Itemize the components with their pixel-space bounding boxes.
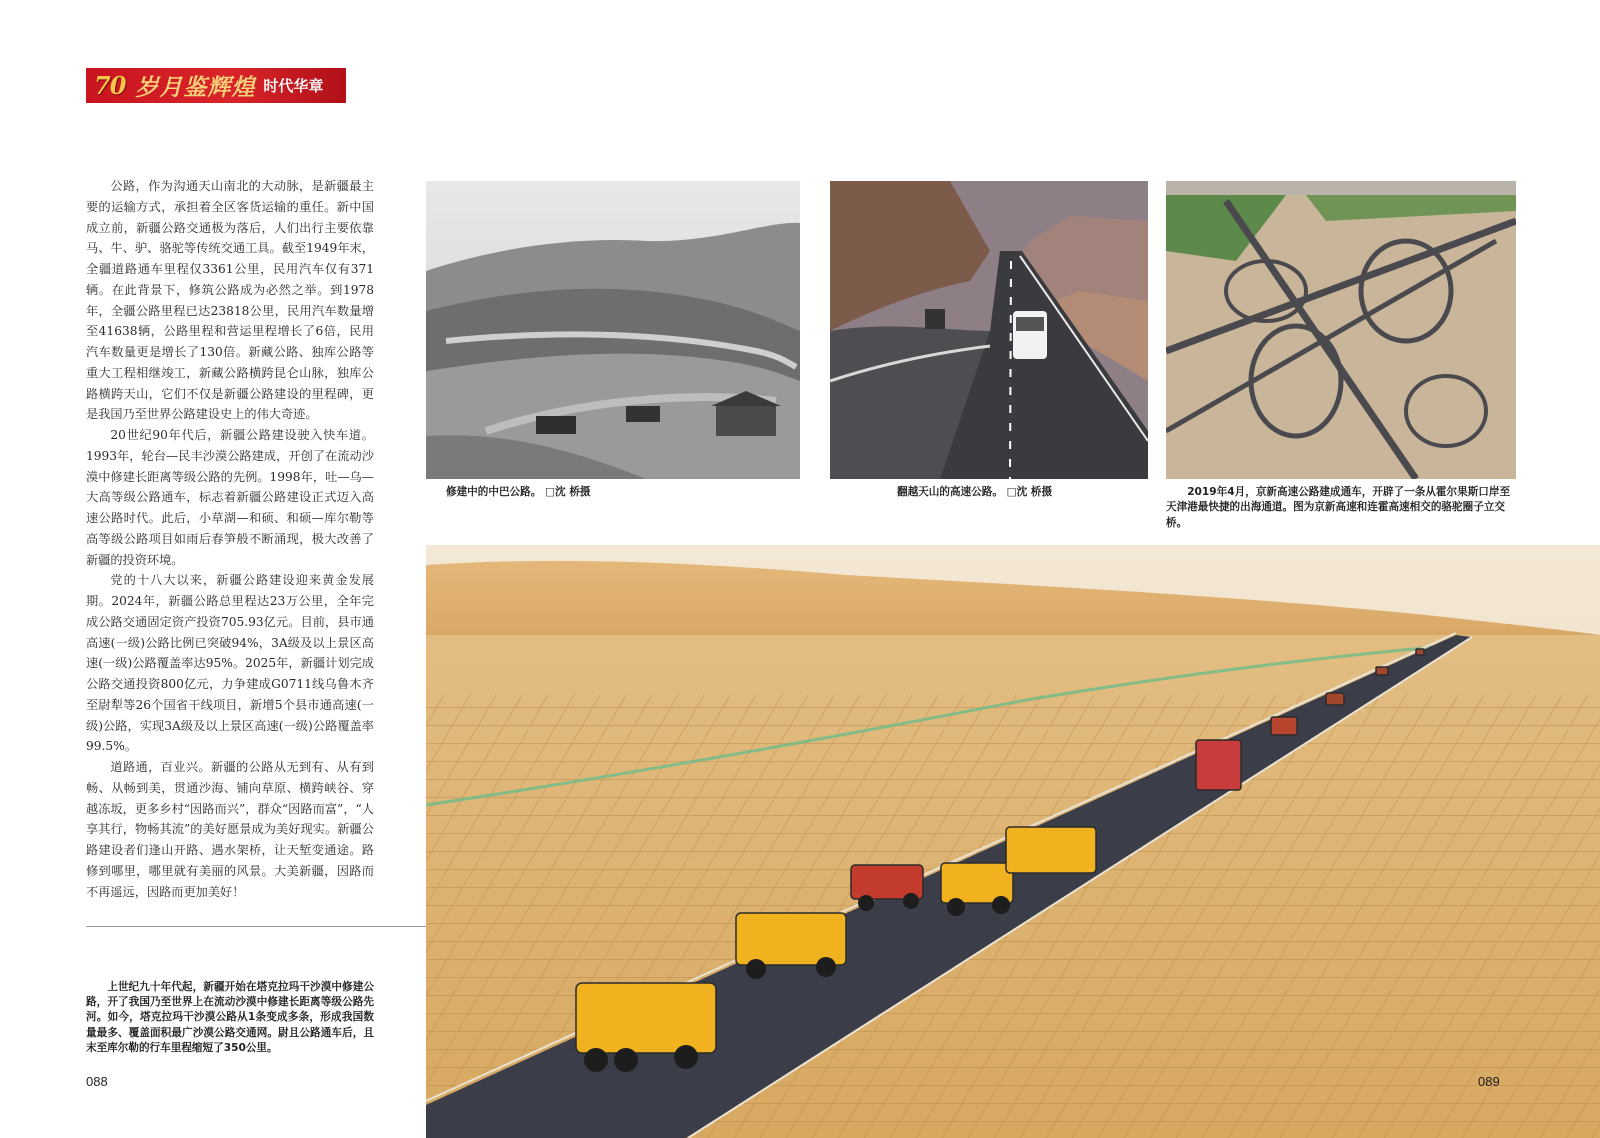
- header-banner: [86, 68, 346, 103]
- banner-title: 岁月鉴辉煌: [135, 74, 256, 101]
- photo-caption: 修建中的中巴公路。 □沈 桥摄: [446, 486, 591, 498]
- main-photo-caption: 上世纪九十年代起，新疆开始在塔克拉玛干沙漠中修建公路，开了我国乃至世界上在流动沙漠中修建长距离等级公路先河。如今，塔克拉玛干沙漠公路从1条变成多条，形成我国数量最多、覆盖面积最广沙漠公路交通网。尉且公路通车后，且末至库尔勒的行车里程缩短了350公里。: [86, 981, 374, 1054]
- article-paragraph: 公路，作为沟通天山南北的大动脉，是新疆最主要的运输方式，承担着全区客货运输的重任。新中国成立前，新疆公路交通极为落后，人们出行主要依靠马、牛、驴、骆驼等传统交通工具。截至1949年末，全疆道路通车里程仅3361公里，民用汽车仅有371辆。在此背景下，修筑公路成为必然之举。到1978年，全疆公路里程已达23818公里，民用汽车数量增至41638辆，公路里程和营运里程增长了6倍，民用汽车数量更是增长了130倍。新藏公路、独库公路等重大工程相继竣工，新藏公路横跨昆仑山脉，独库公路横跨天山，它们不仅是新疆公路建设的里程碑，更是我国乃至世界公路建设史上的伟大奇迹。: [86, 179, 374, 422]
- page-number-left: 088: [86, 1074, 108, 1089]
- photo-caption: 翻越天山的高速公路。 □沈 桥摄: [897, 486, 1053, 498]
- page-number-right: 089: [1478, 1074, 1500, 1089]
- anniversary-badge: 70: [94, 71, 126, 100]
- photo-camel-interchange: [1166, 181, 1516, 479]
- article-paragraph: 20世纪90年代后，新疆公路建设驶入快车道。1993年，轮台—民丰沙漠公路建成，开创了在流动沙漠中修建长距离等级公路的先例。1998年，吐—乌—大高等级公路通车，标志着新疆公路建设正式迈入高速公路时代。此后，小草湖—和硕、和硕—库尔勒等高等级公路项目如雨后春笋般不断涌现，极大改善了新疆的投资环境。: [86, 428, 374, 567]
- divider-rule: [86, 926, 426, 927]
- article-body: [86, 176, 374, 902]
- article-paragraph: 道路通，百业兴。新疆的公路从无到有、从有到畅、从畅到美，贯通沙海、铺向草原、横跨峡谷、穿越冻坂，更多乡村“因路而兴”，群众“因路而富”，“人享其行，物畅其流”的美好愿景成为美好现实。新疆公路建设者们逢山开路、遇水架桥，让天堑变通途。路修到哪里，哪里就有美丽的风景。大美新疆，因路而不再遥远，因路而更加美好！: [86, 760, 374, 899]
- banner-subtitle: 时代华章: [263, 77, 324, 95]
- photo-road-construction: [426, 181, 800, 479]
- photo-desert-highway: [426, 545, 1600, 1138]
- photo-tianshan-expressway: [830, 181, 1148, 479]
- article-paragraph: 党的十八大以来，新疆公路建设迎来黄金发展期。2024年，新疆公路总里程达23万公里，全年完成公路交通固定资产投资705.93亿元。目前，县市通高速(一级)公路比例已突破94%，3A级及以上景区高速(一级)公路覆盖率达95%。2025年，新疆计划完成公路交通投资800亿元，力争建成G0711线乌鲁木齐至尉犁等26个国省干线项目，新增5个县市通高速(一级)公路，实现3A级及以上景区高速(一级)公路覆盖率99.5%。: [86, 573, 374, 754]
- photo-caption: 2019年4月，京新高速公路建成通车，开辟了一条从霍尔果斯口岸至天津港最快捷的出海通道。图为京新高速和连霍高速相交的骆驼圈子立交桥。: [1166, 486, 1511, 529]
